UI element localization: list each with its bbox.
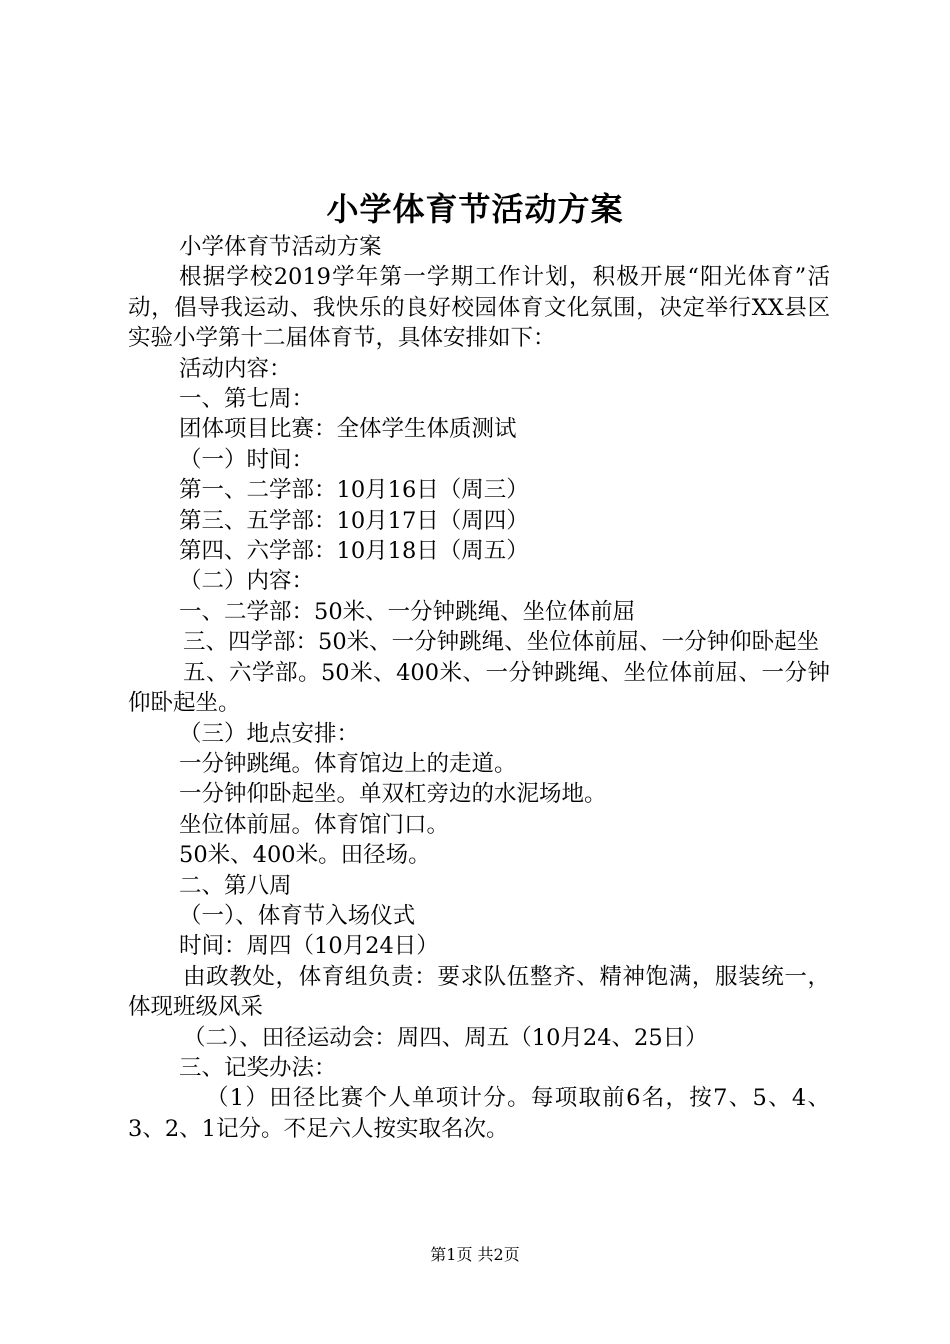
paragraph-activity-content: 活动内容： bbox=[179, 355, 292, 382]
paragraph-location-4: 50米、400米。田径场。 bbox=[179, 842, 431, 869]
paragraph-schedule-2: 第三、五学部：10月17日（周四） bbox=[179, 507, 529, 534]
paragraph-content-heading: （二）内容： bbox=[179, 568, 315, 595]
paragraph-ceremony-time: 时间：周四（10月24日） bbox=[179, 933, 439, 960]
paragraph-content-1: 一、二学部：50米、一分钟跳绳、坐位体前屈 bbox=[179, 598, 636, 625]
paragraph-ceremony-requirements: 由政教处，体育组负责：要求队伍整齐、精神饱满，服装统一，体现班级风采 bbox=[128, 963, 830, 1021]
paragraph-scoring-heading: 三、记奖办法： bbox=[179, 1054, 337, 1081]
paragraph-location-2: 一分钟仰卧起坐。单双杠旁边的水泥场地。 bbox=[179, 781, 607, 808]
paragraph-time-heading: （一）时间： bbox=[179, 446, 315, 473]
paragraph-team-event: 团体项目比赛：全体学生体质测试 bbox=[179, 416, 517, 443]
paragraph-schedule-3: 第四、六学部：10月18日（周五） bbox=[179, 538, 529, 565]
paragraph-track-meet: （二）、田径运动会：周四、周五（10月24、25日） bbox=[183, 1024, 708, 1051]
page-number-footer: 第1页 共2页 bbox=[430, 1245, 520, 1264]
paragraph-schedule-1: 第一、二学部：10月16日（周三） bbox=[179, 477, 529, 504]
paragraph-location-3: 坐位体前屈。体育馆门口。 bbox=[179, 811, 450, 838]
paragraph-week-eight: 二、第八周 bbox=[179, 872, 292, 899]
paragraph-intro-heading: 小学体育节活动方案 bbox=[179, 234, 382, 260]
paragraph-intro: 根据学校2019学年第一学期工作计划，积极开展“阳光体育”活动，倡导我运动、我快乐的良好校园体育文化氛围，决定举行XX县区实验小学第十二届体育节，具体安排如下： bbox=[128, 264, 830, 352]
paragraph-content-3: 五、六学部。50米、400米、一分钟跳绳、坐位体前屈、一分钟仰卧起坐。 bbox=[128, 659, 830, 717]
paragraph-content-2: 三、四学部：50米、一分钟跳绳、坐位体前屈、一分钟仰卧起坐 bbox=[183, 629, 820, 656]
document-body bbox=[128, 232, 830, 1144]
paragraph-week-seven: 一、第七周： bbox=[179, 386, 315, 413]
paragraph-location-1: 一分钟跳绳。体育馆边上的走道。 bbox=[179, 750, 517, 777]
paragraph-scoring-rule: （1）田径比赛个人单项计分。每项取前6名，按7、5、4、3、2、1记分。不足六人按实取名次。 bbox=[128, 1085, 830, 1142]
document-title: 小学体育节活动方案 bbox=[326, 190, 624, 228]
paragraph-location-heading: （三）地点安排： bbox=[179, 720, 360, 747]
paragraph-opening-ceremony: （一）、体育节入场仪式 bbox=[179, 902, 416, 929]
